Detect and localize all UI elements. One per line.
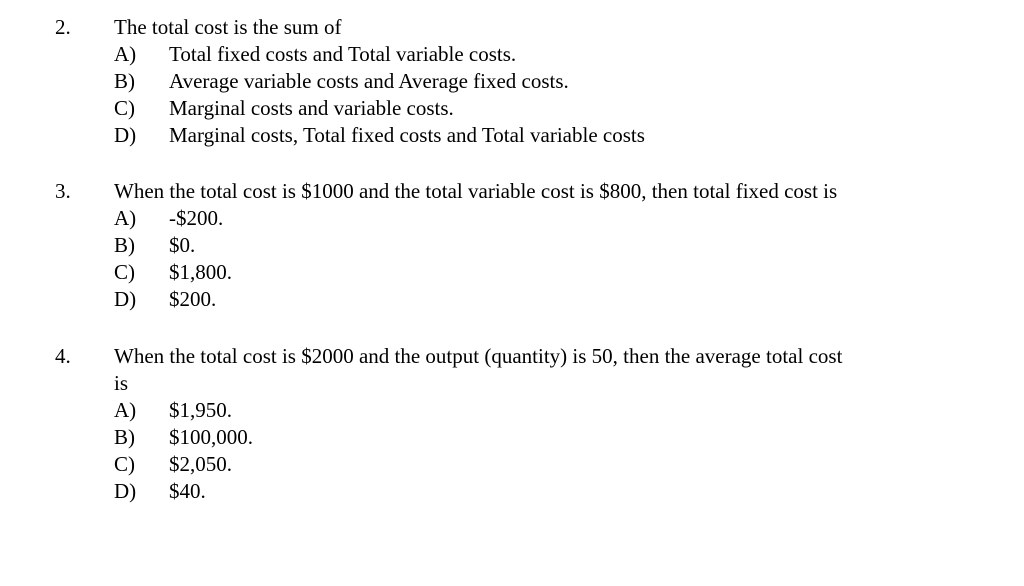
question-text: The total cost is the sum of [114, 15, 342, 39]
option-letter: A) [114, 398, 137, 422]
option-letter: C) [114, 260, 135, 284]
option-text: -$200. [169, 206, 224, 230]
option-text: Total fixed costs and Total variable costs. [169, 42, 517, 66]
option-letter: C) [114, 96, 135, 120]
option-letter: D) [114, 479, 137, 503]
question-text: When the total cost is $1000 and the total variable cost is $800, then total fixed cost is [114, 179, 838, 203]
option-letter: C) [114, 452, 135, 476]
option-letter: D) [114, 123, 137, 147]
option-letter: A) [114, 42, 137, 66]
option-text: $40. [169, 479, 206, 503]
question-text-line-1: When the total cost is $2000 and the output (quantity) is 50, then the average total cost [114, 344, 843, 368]
option-text: $0. [169, 233, 196, 257]
option-text: Marginal costs, Total fixed costs and Total variable costs [169, 123, 645, 147]
option-text: $1,950. [169, 398, 232, 422]
option-letter: B) [114, 233, 135, 257]
option-text: $2,050. [169, 452, 232, 476]
option-text: Marginal costs and variable costs. [169, 96, 454, 120]
option-text: $200. [169, 287, 217, 311]
option-text: $1,800. [169, 260, 232, 284]
option-letter: B) [114, 425, 135, 449]
option-letter: D) [114, 287, 137, 311]
option-letter: B) [114, 69, 135, 93]
question-number: 2. [55, 15, 71, 39]
option-text: $100,000. [169, 425, 253, 449]
option-letter: A) [114, 206, 137, 230]
question-text-line-2: is [114, 371, 129, 395]
question-number: 3. [55, 179, 71, 203]
option-text: Average variable costs and Average fixed costs. [169, 69, 569, 93]
question-text [114, 343, 964, 397]
question-number: 4. [55, 344, 71, 368]
